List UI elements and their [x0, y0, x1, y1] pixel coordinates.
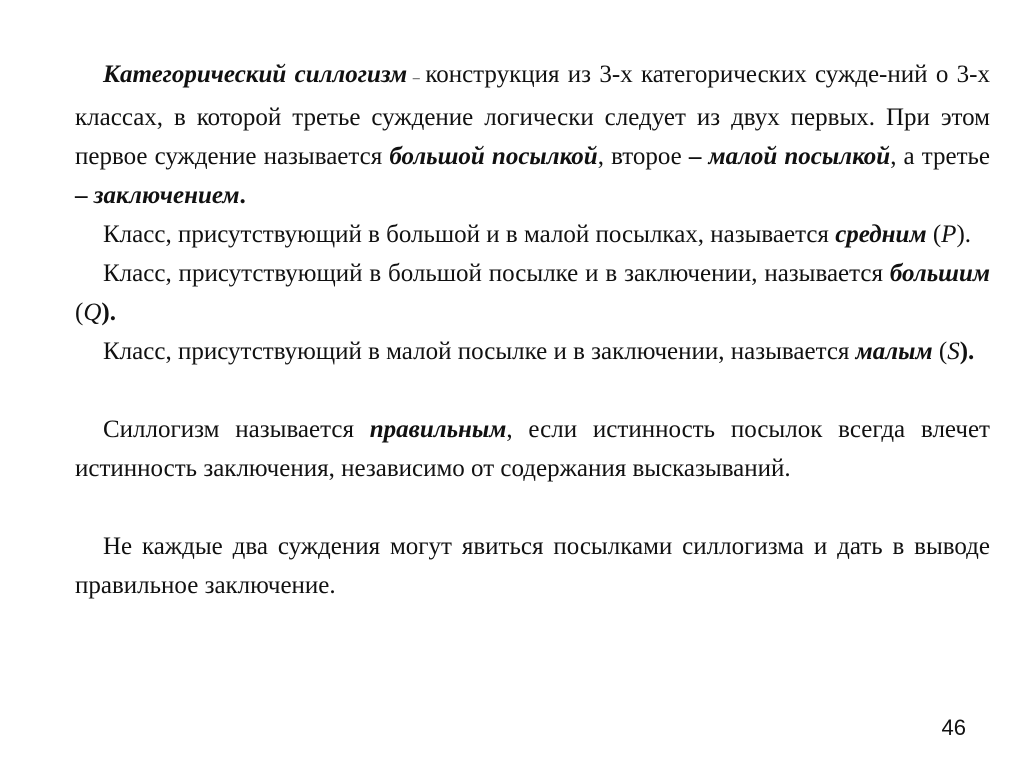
term-categorical-syllogism: Категорический силлогизм: [103, 61, 408, 88]
major-close: ).: [101, 299, 116, 326]
middle-text: Класс, присутствующий в большой и в малой посылках, называется: [103, 221, 836, 248]
term-valid: правильным: [369, 416, 507, 443]
paragraph-minor-term: [75, 332, 990, 371]
dash: –: [407, 71, 426, 86]
spacer: [75, 488, 990, 527]
spacer: [75, 371, 990, 410]
major-open: (: [75, 299, 84, 326]
term-middle: средним: [835, 221, 927, 248]
minor-text: Класс, присутствующий в малой посылке и в заключении, называется: [103, 338, 856, 365]
paragraph-major-term: [75, 254, 990, 332]
paragraph-valid-syllogism: [75, 410, 990, 488]
definition-text-1: конструкция из 3-х категорических сужде-ний о 3-х классах, в которой третье суждение логически следует из двух первых. При этом первое суждение называется: [75, 61, 990, 170]
term-major-premise: большой посылкой: [389, 143, 598, 170]
symbol-p: P: [941, 221, 957, 248]
middle-open: (: [926, 221, 942, 248]
term-major: большим: [889, 260, 990, 287]
term-minor-premise: малой посылкой: [708, 143, 891, 170]
minor-close: ).: [959, 338, 975, 365]
note-text: Не каждые два суждения могут явиться посылками силлогизма и дать в выводе правильное заключение.: [75, 533, 990, 599]
minor-open: (: [932, 338, 948, 365]
paragraph-note: [75, 527, 990, 605]
dash-2: –: [688, 143, 709, 170]
term-minor: малым: [855, 338, 933, 365]
valid-text-1: Силлогизм называется: [103, 416, 370, 443]
symbol-q: Q: [83, 299, 102, 326]
definition-text-3: , а третье: [890, 143, 990, 170]
slide-text: [75, 55, 990, 605]
paragraph-middle-term: [75, 215, 990, 254]
dash-3: –: [75, 182, 94, 209]
definition-end: .: [239, 182, 246, 209]
symbol-s: S: [947, 338, 960, 365]
paragraph-definition: [75, 55, 990, 215]
major-text: Класс, присутствующий в большой посылке и в заключении, называется: [103, 260, 890, 287]
term-conclusion: заключением: [93, 182, 240, 209]
definition-text-2: , второе: [597, 143, 689, 170]
valid-text-2: , если истинность посылок всегда влечет истинность заключения, независимо от содержания высказываний.: [75, 416, 990, 482]
page-number: 46: [941, 715, 966, 740]
middle-close: ).: [956, 221, 972, 248]
